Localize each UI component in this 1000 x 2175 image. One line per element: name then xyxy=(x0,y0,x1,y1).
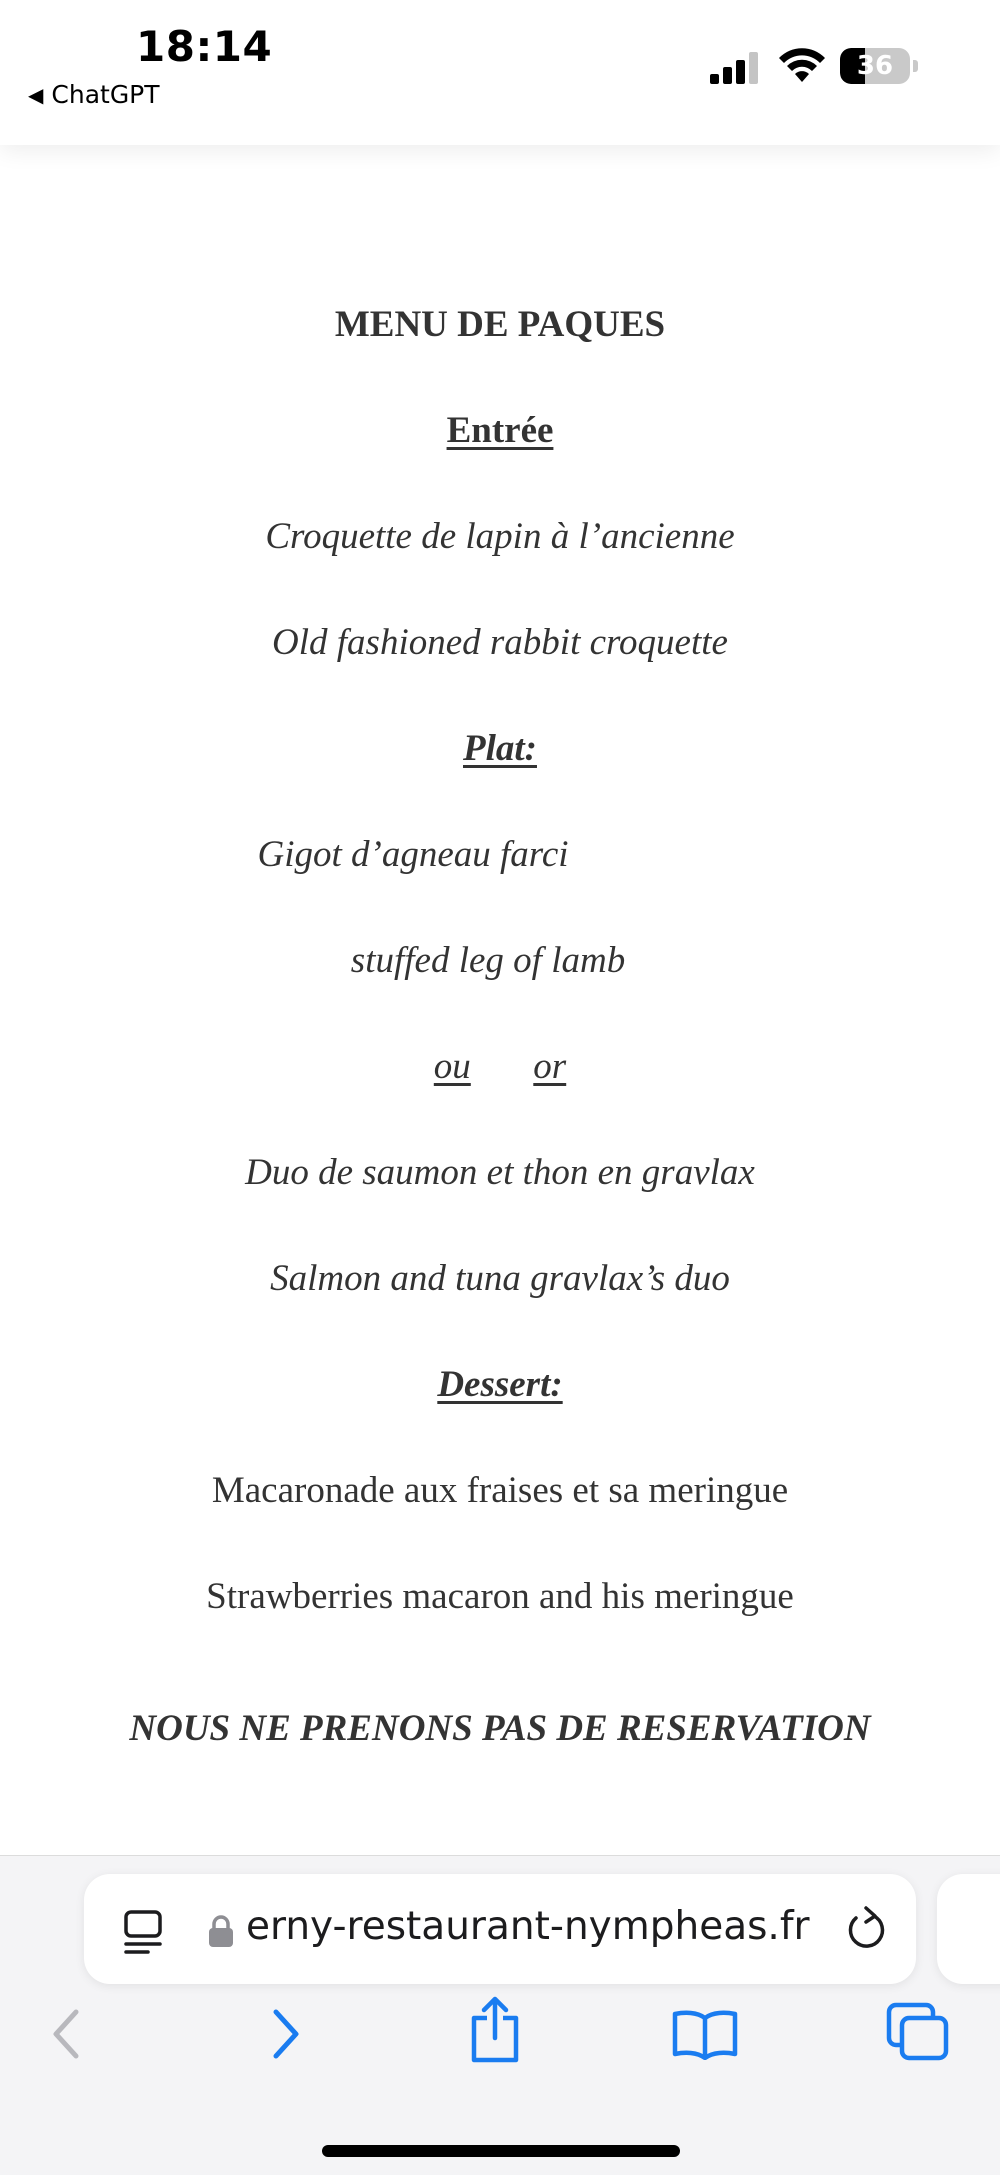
wifi-icon xyxy=(778,46,826,84)
cellular-signal-icon xyxy=(710,52,762,84)
reload-icon[interactable] xyxy=(844,1906,888,1952)
or-french: ou xyxy=(433,1046,471,1087)
or-english: or xyxy=(533,1046,567,1087)
no-reservation-notice: NOUS NE PRENONS PAS DE RESERVATION xyxy=(129,1708,871,1749)
url-text[interactable]: erny-restaurant-nympheas.fr xyxy=(246,1904,810,1949)
battery-percentage: 36 xyxy=(856,51,894,81)
entree-english: Old fashioned rabbit croquette xyxy=(272,622,728,663)
dessert-french: Macaronade aux fraises et sa meringue xyxy=(211,1470,789,1511)
menu-title: MENU DE PAQUES xyxy=(334,304,666,345)
home-indicator[interactable] xyxy=(322,2145,680,2157)
status-bar xyxy=(0,0,1000,145)
address-bar[interactable] xyxy=(84,1874,916,1984)
dessert-heading: Dessert: xyxy=(437,1364,563,1405)
entree-heading: Entrée xyxy=(446,410,554,451)
or-separator xyxy=(0,1045,1000,1088)
plat-2-french: Duo de saumon et thon en gravlax xyxy=(245,1152,755,1193)
plat-2-english: Salmon and tuna gravlax’s duo xyxy=(270,1258,730,1299)
back-to-app-link[interactable] xyxy=(28,80,160,109)
browser-toolbar xyxy=(0,1855,1000,2175)
back-triangle-icon: ◀ xyxy=(28,82,44,107)
plat-heading: Plat: xyxy=(463,728,537,769)
reader-mode-icon[interactable] xyxy=(122,1910,164,1954)
share-icon[interactable] xyxy=(468,1996,522,2064)
plat-1-french: Gigot d’agneau farci xyxy=(257,834,569,875)
entree-french: Croquette de lapin à l’ancienne xyxy=(265,516,735,557)
back-app-label: ChatGPT xyxy=(51,80,160,109)
menu-document xyxy=(0,145,1000,1855)
battery-indicator xyxy=(840,48,910,84)
status-time: 18:14 xyxy=(136,22,273,71)
bookmarks-icon[interactable] xyxy=(672,2008,738,2060)
next-tab-peek[interactable] xyxy=(937,1874,1000,1984)
tabs-icon[interactable] xyxy=(886,2002,950,2062)
back-arrow-icon[interactable] xyxy=(48,2006,84,2062)
lock-icon xyxy=(208,1914,234,1948)
forward-arrow-icon[interactable] xyxy=(268,2006,304,2062)
dessert-english: Strawberries macaron and his meringue xyxy=(206,1576,794,1617)
plat-1-english: stuffed leg of lamb xyxy=(350,940,626,981)
